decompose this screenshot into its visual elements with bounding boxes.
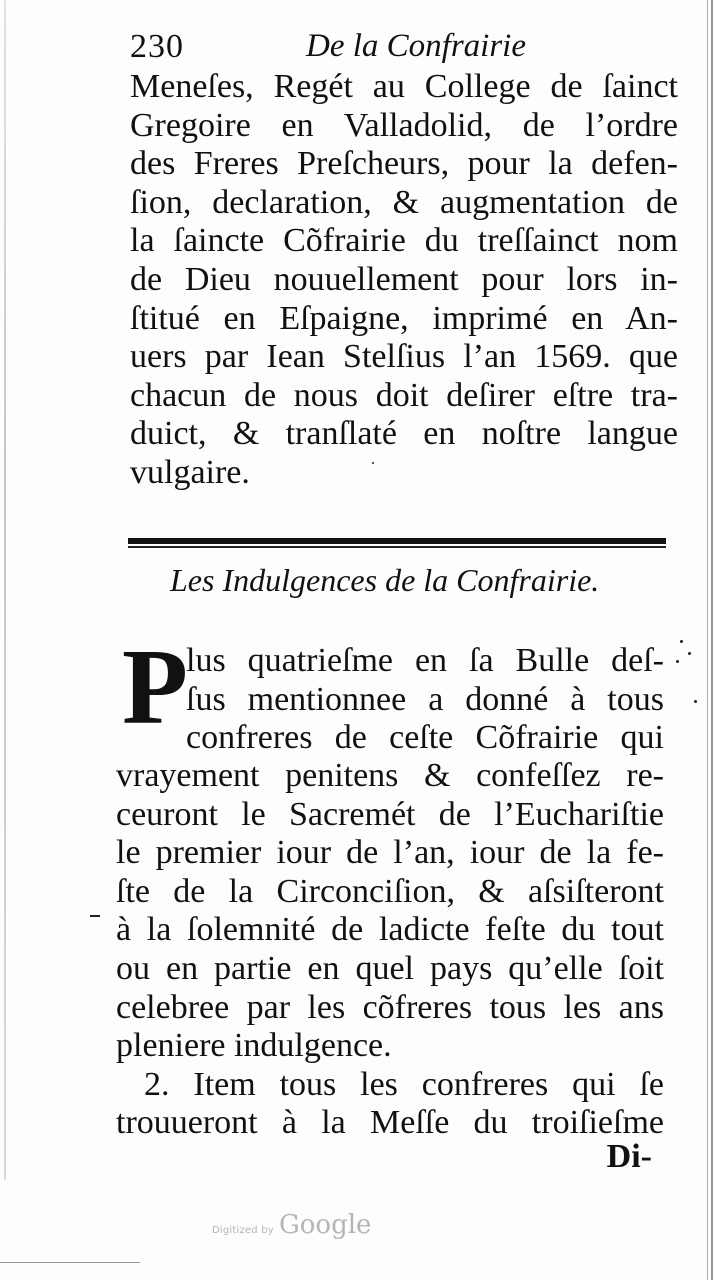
text-line: lus quatrieſme en ſa Bulle deſ-: [186, 642, 664, 679]
text-line: vulgaire.: [130, 453, 250, 491]
text-line: confreres de ceſte Cõfrairie qui: [186, 719, 664, 757]
section-title: Les Indulgences de la Confrairie.: [170, 562, 600, 598]
speck: [372, 462, 374, 464]
text-line: à la ſolemnité de ladicte feſte du tout: [116, 911, 664, 949]
text-line: vrayement penitens & confeſſez re-: [116, 757, 664, 794]
speck: [694, 700, 697, 703]
text-line: uers par Iean Stelſius l’an 1569. que: [130, 338, 678, 376]
text-line: trouueront à la Meſſe du troiſieſme: [116, 1104, 664, 1142]
text-line: ſtitué en Eſpaigne, imprimé en An-: [130, 299, 678, 337]
scan-edge-right: [707, 0, 708, 1280]
drop-cap-initial: P: [122, 628, 188, 747]
speck: [90, 915, 100, 917]
text-line: celebree par les cõfreres tous les ans: [116, 988, 664, 1026]
text-line: chacun de nous doit deſirer eſtre tra-: [130, 376, 678, 414]
paragraph-body: [116, 757, 664, 1143]
text-line: ou en partie en quel pays qu’elle ſoit: [116, 949, 664, 987]
digitization-watermark: [212, 1210, 371, 1240]
text-line: le premier iour de l’an, iour de la fe-: [116, 834, 664, 872]
scan-edge-right-outer: [711, 0, 713, 1280]
running-head: [130, 28, 670, 72]
text-line: duict, & tranſlaté en noſtre langue: [130, 415, 678, 453]
section-divider-rule: [128, 538, 666, 544]
text-line: ſion, declaration, & augmentation de: [130, 183, 678, 221]
catchword: Di-: [606, 1138, 652, 1175]
text-line: ceuront le Sacremét de l’Euchariſtie: [116, 795, 664, 833]
speck: [676, 660, 679, 663]
running-title: De la Confrairie: [306, 28, 526, 64]
text-line: ſus mentionnee a donné à tous: [186, 680, 664, 718]
speck: [688, 652, 691, 655]
scan-edge-left: [4, 0, 6, 1180]
text-line: ſte de la Circonciſion, & aſsiſteront: [116, 872, 664, 910]
text-line: pleniere indulgence.: [116, 1027, 392, 1065]
text-line: Gregoire en Valladolid, de l’ordre: [130, 106, 678, 144]
speck: [680, 640, 683, 643]
text-line: la ſaincte Cõfrairie du treſſainct nom: [130, 222, 678, 260]
watermark-prefix: Digitized by: [212, 1225, 274, 1236]
section-divider-rule-thin: [128, 546, 666, 548]
page-number: 230: [130, 28, 184, 65]
text-line: 2. Item tous les confreres qui ſe: [144, 1065, 664, 1103]
text-line: de Dieu nouuellement pour lors in-: [130, 260, 678, 298]
text-line: des Freres Preſcheurs, pour la defen-: [130, 145, 678, 183]
body-paragraph-continued: [130, 68, 678, 493]
text-line: Meneſes, Regét au College de ſainct: [130, 68, 678, 105]
watermark-brand: Google: [279, 1210, 372, 1240]
paragraph-opening-lines: [186, 642, 664, 758]
scan-bottom-line: [0, 1262, 140, 1263]
